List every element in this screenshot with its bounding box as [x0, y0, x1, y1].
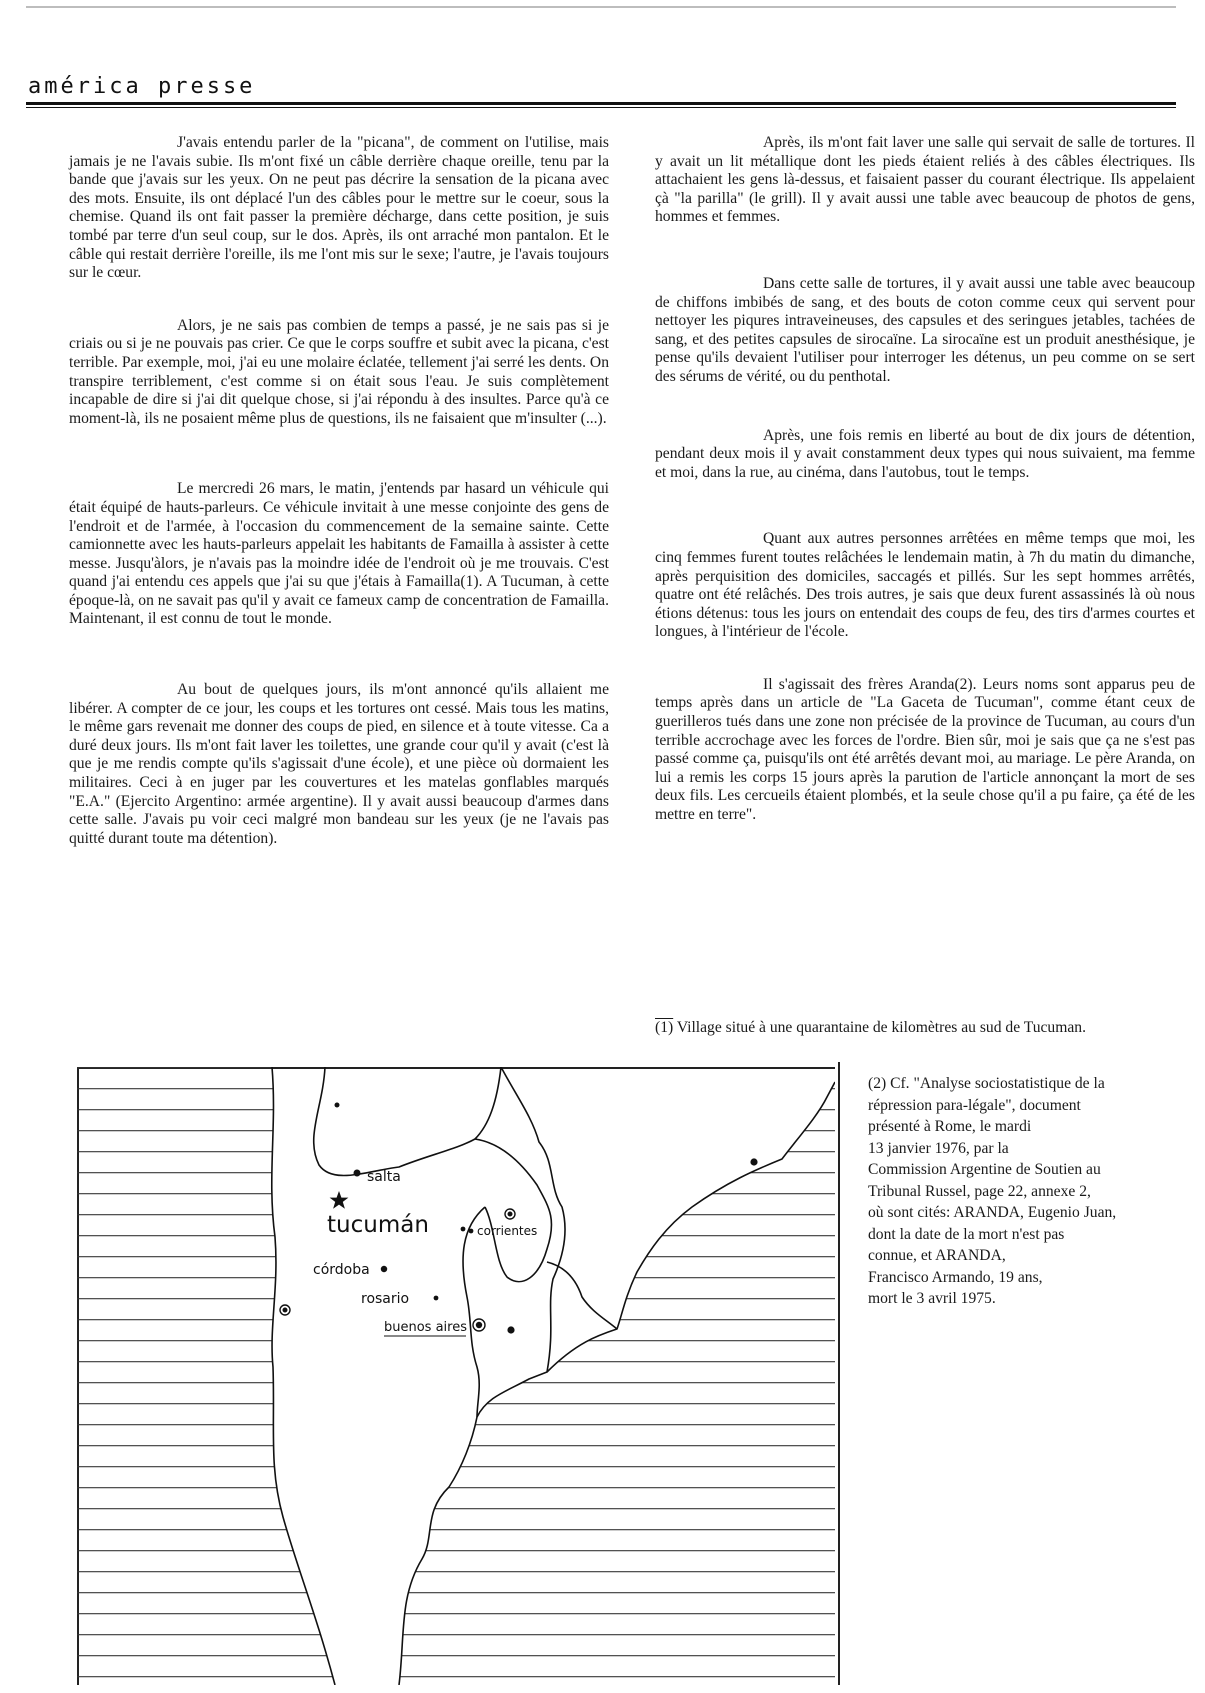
footnote-2-line: répression para-légale", document: [868, 1096, 1081, 1114]
map-divider: [838, 1062, 840, 1685]
map-label-buenos-aires: buenos aires: [384, 1320, 467, 1335]
footnote-2-line: connue, et ARANDA,: [868, 1247, 1006, 1264]
footnote-1-mark: (1): [655, 1019, 674, 1036]
footnote-1: [655, 1019, 1195, 1038]
right-column: [655, 134, 1195, 825]
map-label-corrientes: corrientes: [477, 1224, 538, 1238]
salta-marker: [354, 1170, 361, 1177]
masthead-rule-thin: [26, 107, 1176, 108]
map-label-cordoba: córdoba: [313, 1262, 370, 1278]
paragraph: Dans cette salle de tortures, il y avait aussi une table avec beaucoup de chiffons imbibés de sang, et des bouts de coton comme ceux qui servent pour nettoyer les piqures intraveineuses, des capsules et des seringues jetables, tachées de sang, et des petites capsules de sirocaïne. La sirocaïne est un produit anesthésique, je pense qu'ils devaient l'utiliser pour interroger les détenus, un peu comme on se sert des sérums de vérité, ou du penthotal.: [655, 274, 1195, 385]
cordoba-marker: [381, 1266, 387, 1272]
map-label-salta: salta: [367, 1169, 401, 1185]
masthead-title: américa presse: [28, 74, 256, 99]
tucuman-star-icon: [330, 1191, 349, 1209]
footnote-2-line: Tribunal Russel, page 22, annexe 2,: [868, 1182, 1091, 1200]
paragraph: J'avais entendu parler de la "picana", de comment on l'utilise, mais jamais je ne l'avais subie. Ils m'ont fixé un câble derrière chaque oreille, tenu par la bande que j'avais sur les yeux. On ne peut pas décrire la sensation de la picana avec des mots. Ensuite, ils ont déplacé l'un des câbles pour le mettre sur le coeur, sous la chemise. Quand ils ont fait passer la première décharge, dans cette position, je suis tombé par terre d'un seul coup, sur le dos. Après, ils ont arraché mon pantalon. Et le câble qui restait derrière l'oreille, ils me l'ont mis sur le sexe; l'autre, je l'avais toujours sur le cœur.: [69, 134, 609, 282]
footnote-2-line: Francisco Armando, 19 ans,: [868, 1268, 1043, 1286]
footnote-2-line: mort le 3 avril 1975.: [868, 1290, 996, 1307]
footnote-2-line: (2) Cf. "Analyse sociostatistique de la: [868, 1075, 1105, 1092]
footnote-2-line: 13 janvier 1976, par la: [868, 1139, 1009, 1157]
left-column: [69, 134, 609, 848]
buenos-aires-marker: [476, 1322, 482, 1328]
paragraph: Quant aux autres personnes arrêtées en même temps que moi, les cinq femmes furent toutes relâchées le lendemain matin, à 7h du matin du dimanche, après perquisition des domiciles, saccagés et pillés. Sur les sept hommes arrêtés, quatre ont été relâchés. Des trois autres, je sais que deux furent assassinés là où nous étions détenus: tous les jours on entendait des coups de feu, des tirs d'armes courtes et longues, à l'intérieur de l'école.: [655, 530, 1195, 641]
paragraph: Le mercredi 26 mars, le matin, j'entends par hasard un véhicule qui était équipé de hauts-parleurs. Ce véhicule invitait à une messe conjointe des gens de l'endroit et de l'armée, à l'occasion du commencement de la semaine sainte. Cette camionnette avec les hauts-parleurs appelait les habitants de Famailla à assister à cette messe. Jusqu'àlors, je n'avais pas la moindre idée de l'endroit où je me trouvais. C'est quand j'ai entendu ces appels que j'ai su que j'étais à Famailla(1). A Tucuman, à cette époque-là, on ne savait pas qu'il y avait ce fameux camp de concentration de Famailla. Maintenant, il est connu de tout le monde.: [69, 480, 609, 628]
footnote-1-text: Village situé à une quarantaine de kilomètres au sud de Tucuman.: [676, 1019, 1086, 1036]
footnote-2-line: dont la date de la mort n'est pas: [868, 1225, 1065, 1243]
paragraph: Après, ils m'ont fait laver une salle qui servait de salle de tortures. Il y avait un lit métallique dont les pieds étaient reliés à des câbles électriques. Ils attachaient les gens là-dessus, et faisaient passer du courant électrique. Ils appelaient çà "la parilla" (le grill). Il y avait aussi une table avec beaucoup de photos de gens, hommes et femmes.: [655, 134, 1195, 226]
paragraph: Il s'agissait des frères Aranda(2). Leurs noms sont apparus peu de temps après dans un article de "La Gaceta de Tucuman", comme étant ceux de guerilleros tués dans une zone non précisée de la province de Tucuman, au cours d'un terrible accrochage avec les forces de l'ordre. Bien sûr, moi je sais que ça ne s'est pas passé comme ça, puisqu'ils ont été arrêtés devant moi, au mariage. Le père Aranda, on lui a remis les corps 15 jours après la parution de l'article annonçant la mort de ses deux fils. Les cercueils étaient plombés, et la seule chose qu'il a pu faire, ça été de les mettre en terre".: [655, 675, 1195, 824]
corrientes-marker: [461, 1227, 466, 1232]
map-label-rosario: rosario: [361, 1291, 410, 1307]
footnote-2-line: Commission Argentine de Soutien au: [868, 1161, 1101, 1178]
map-of-argentina: [77, 1067, 835, 1685]
masthead-rule: [26, 102, 1176, 105]
footnote-2-line: où sont cités: ARANDA, Eugenio Juan,: [868, 1204, 1117, 1221]
top-edge-line: [26, 6, 1176, 8]
paragraph: Après, une fois remis en liberté au bout de dix jours de détention, pendant deux mois il y avait constamment deux types qui nous suivaient, ma femme et moi, dans la rue, au cinéma, dans l'autobus, tout le temps.: [655, 426, 1195, 481]
footnote-2-line: présenté à Rome, le mardi: [868, 1118, 1032, 1135]
rosario-marker: [434, 1296, 439, 1301]
map-label-tucuman: tucumán: [327, 1212, 429, 1238]
footnote-2: [868, 1073, 1188, 1310]
paragraph: Au bout de quelques jours, ils m'ont annoncé qu'ils allaient me libérer. A compter de ce jour, les coups et les tortures ont cessé. Mais tous les matins, le même gars revenait me donner des coups de pied, en silence et à toute vitesse. Ca a duré deux jours. Ils m'ont fait laver les toilettes, une grande cour qu'il y avait (c'est là que je me rendis compte qu'ils s'agissait d'une école), et une pièce où dormaient les militaires. Ceci à en juger par les couvertures et les matelas gonflables marqués "E.A." (Ejercito Argentino: armée argentine). Il y avait aussi beaucoup d'armes dans cette salle. J'avais pu voir ceci malgré mon bandeau sur les yeux (je ne l'avais pas quitté durant toute ma détention).: [69, 681, 609, 847]
paragraph: Alors, je ne sais pas combien de temps a passé, je ne sais pas si je criais ou si je ne pouvais pas crier. Ce que le corps souffre et subit avec la picana, c'est terrible. Par exemple, moi, j'ai eu une molaire éclatée, tellement j'ai serré les dents. On transpire terriblement, c'est comme si on était sous l'eau. Je suis complètement incapable de dire si j'ai dit quelque chose, si j'ai répondu à des insultes. Parce qu'à ce moment-là, ils ne posaient même plus de questions, ils ne faisaient que m'insulter (...).: [69, 316, 609, 427]
